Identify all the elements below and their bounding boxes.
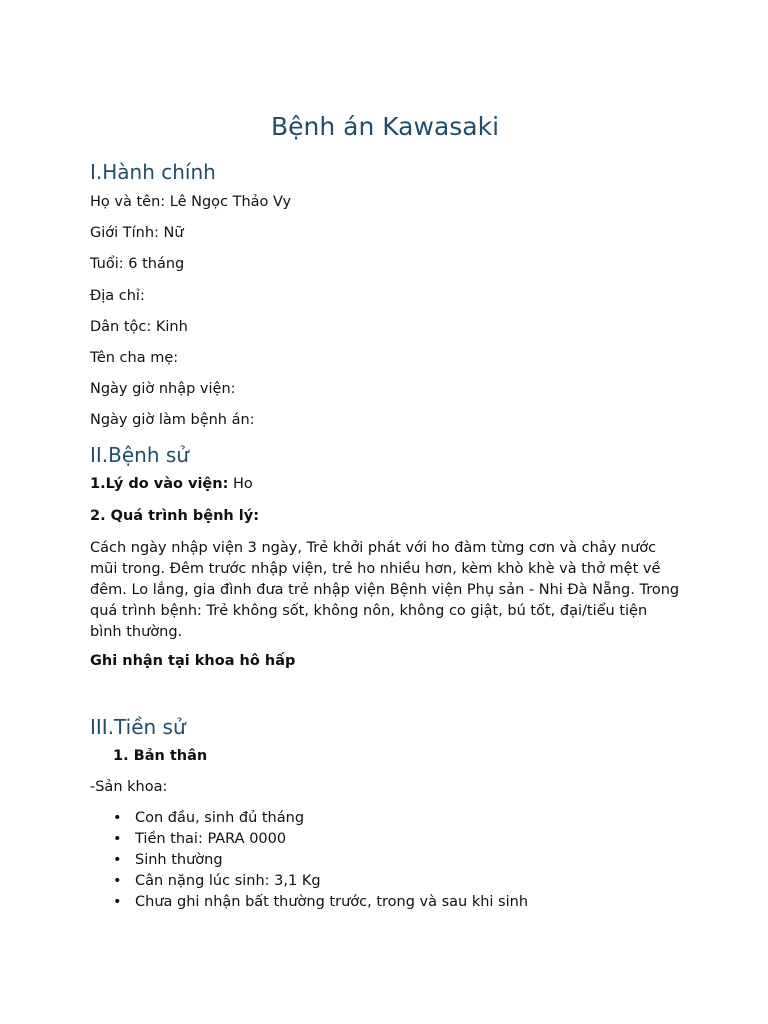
list-item: • Sinh thường [90,850,528,871]
obstetric-list [90,808,528,913]
field-gender: Giới Tính: Nữ [90,225,184,241]
field-admission-time: Ngày giờ nhập viện: [90,381,236,397]
subheading-personal: 1. Bản thân [113,748,208,764]
reason-for-admission [90,476,253,492]
document-title: Bệnh án Kawasaki [270,112,500,141]
field-address: Địa chỉ: [90,288,145,304]
field-age: Tuổi: 6 tháng [90,256,185,272]
section-heading-history: II.Bệnh sử [90,443,189,467]
reason-value: Ho [228,476,253,492]
field-parents-name: Tên cha mẹ: [90,350,179,366]
bullet-icon: • [113,831,122,847]
disease-process-text: Cách ngày nhập viện 3 ngày, Trẻ khởi phát với ho đàm từng cơn và chảy nước mũi trong. Đêm trước nhập viện, trẻ ho nhiều hơn, kèm khò khè và thở mệt về đêm. Lo lắng, gia đình đưa trẻ nhập viện Bệnh viện Phụ sản - Nhi Đà Nẵng. Trong quá trình bệnh: Trẻ không sốt, không nôn, không co giật, bú tốt, đại/tiểu tiện bình thường. [90,540,680,640]
reason-label: 1.Lý do vào viện: [90,476,229,492]
bullet-icon: • [113,894,122,910]
section-heading-past-history: III.Tiền sử [90,715,186,739]
field-ethnicity: Dân tộc: Kinh [90,319,188,335]
list-item: • Cân nặng lúc sinh: 3,1 Kg [90,871,528,892]
bullet-icon: • [113,810,122,826]
bullet-icon: • [113,873,122,889]
list-item: • Chưa ghi nhận bất thường trước, trong và sau khi sinh [90,892,528,913]
field-record-time: Ngày giờ làm bệnh án: [90,412,255,428]
bullet-icon: • [113,852,122,868]
field-full-name: Họ và tên: Lê Ngọc Thảo Vy [90,194,292,210]
section-heading-administrative: I.Hành chính [90,160,216,184]
list-item: • Tiền thai: PARA 0000 [90,829,528,850]
obstetric-label: -Sản khoa: [90,779,168,795]
respiratory-ward-note: Ghi nhận tại khoa hô hấp [90,653,296,669]
list-item: • Con đầu, sinh đủ tháng [90,808,528,829]
disease-process-label: 2. Quá trình bệnh lý: [90,508,260,524]
